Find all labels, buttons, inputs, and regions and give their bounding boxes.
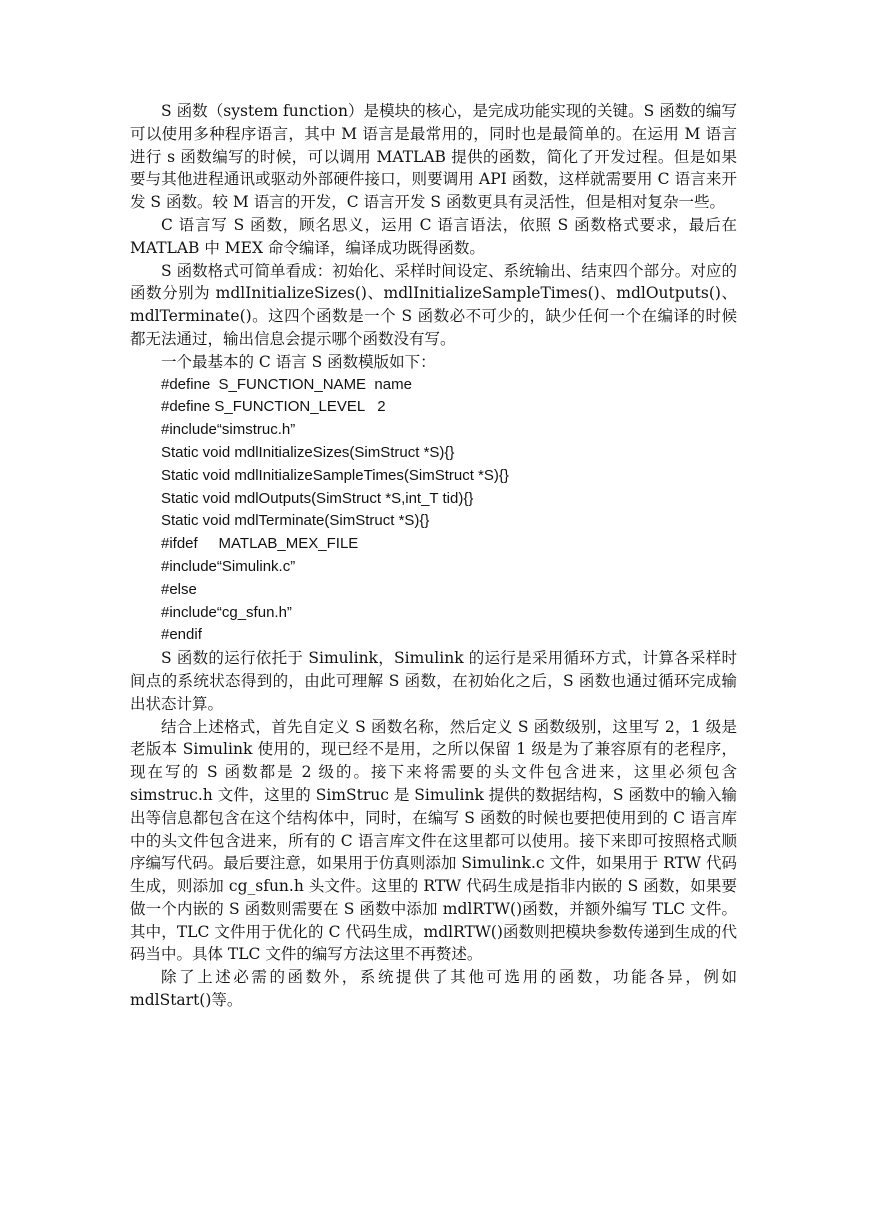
paragraph-optional-functions: 除了上述必需的函数外，系统提供了其他可选用的函数，功能各异，例如 mdlStart()等。 [130, 968, 737, 1010]
document-page [130, 100, 737, 1012]
code-line: #define S_FUNCTION_LEVEL 2 [161, 398, 386, 416]
paragraph-c-language: C 语言写 S 函数，顾名思义，运用 C 语言语法，依照 S 函数格式要求，最后在 MATLAB 中 MEX 命令编译，编译成功既得函数。 [130, 215, 737, 257]
code-line: Static void mdlTerminate(SimStruct *S){} [161, 512, 430, 530]
paragraph-format: S 函数格式可简单看成：初始化、采样时间设定、系统输出、结束四个部分。对应的函数分别为 mdlInitializeSizes()、mdlInitializeSampleTimes()、mdlOutputs()、mdlTerminate()。这四个函数是一个 S 函数必不可少的，缺少任何一个在编译的时候都无法通过，输出信息会提示哪个函数没有写。 [130, 261, 737, 348]
code-line: Static void mdlInitializeSizes(SimStruct *S){} [161, 443, 455, 461]
code-line: #include“simstruc.h” [161, 421, 296, 439]
code-line: #include“Simulink.c” [161, 557, 296, 575]
code-line: #ifdef MATLAB_MEX_FILE [161, 535, 359, 553]
code-line: #else [161, 580, 197, 598]
code-line: #include“cg_sfun.h” [161, 603, 292, 621]
code-line: Static void mdlOutputs(SimStruct *S,int_T tid){} [161, 489, 474, 507]
paragraph-template-intro: 一个最基本的 C 语言 S 函数模版如下： [161, 352, 436, 371]
code-line: #endif [161, 626, 202, 644]
code-line: Static void mdlInitializeSampleTimes(SimStruct *S){} [161, 466, 509, 484]
paragraph-explanation: 结合上述格式，首先自定义 S 函数名称，然后定义 S 函数级别，这里写 2，1 级是老版本 Simulink 使用的，现已经不是用，之所以保留 1 级是为了兼容原有的老程序，现在写的 S 函数都是 2 级的。接下来将需要的头文件包含进来，这里必须包含 simstruc.h 文件，这里的 SimStruc 是 Simulink 提供的数据结构，S 函数中的输入输出等信息都包含在这个结构体中，同时，在编写 S 函数的时候也要把使用到的 C 语言库中的头文件包含进来，所有的 C 语言库文件在这里都可以使用。接下来即可按照格式顺序编写代码。最后要注意，如果用于仿真则添加 Simulink.c 文件，如果用于 RTW 代码生成，则添加 cg_sfun.h 头文件。这里的 RTW 代码生成是指非内嵌的 S 函数，如果要做一个内嵌的 S 函数则需要在 S 函数中添加 mdlRTW()函数，并额外编写 TLC 文件。其中，TLC 文件用于优化的 C 代码生成，mdlRTW()函数则把模块参数传递到生成的代码当中。具体 TLC 文件的编写方法这里不再赘述。 [130, 717, 737, 964]
paragraph-simulink-loop: S 函数的运行依托于 Simulink，Simulink 的运行是采用循环方式，计算各采样时间点的系统状态得到的，由此可理解 S 函数，在初始化之后，S 函数也通过循环完成输出状态计算。 [130, 649, 737, 713]
code-line: #define S_FUNCTION_NAME name [161, 375, 412, 393]
paragraph-intro: S 函数（system function）是模块的核心，是完成功能实现的关键。S 函数的编写可以使用多种程序语言，其中 M 语言是最常用的，同时也是最简单的。在运用 M 语言进行 s 函数编写的时候，可以调用 MATLAB 提供的函数，简化了开发过程。但是如果要与其他进程通讯或驱动外部硬件接口，则要调用 API 函数，这样就需要用 C 语言来开发 S 函数。较 M 语言的开发，C 语言开发 S 函数更具有灵活性，但是相对复杂一些。 [130, 102, 737, 212]
code-template [130, 374, 737, 648]
